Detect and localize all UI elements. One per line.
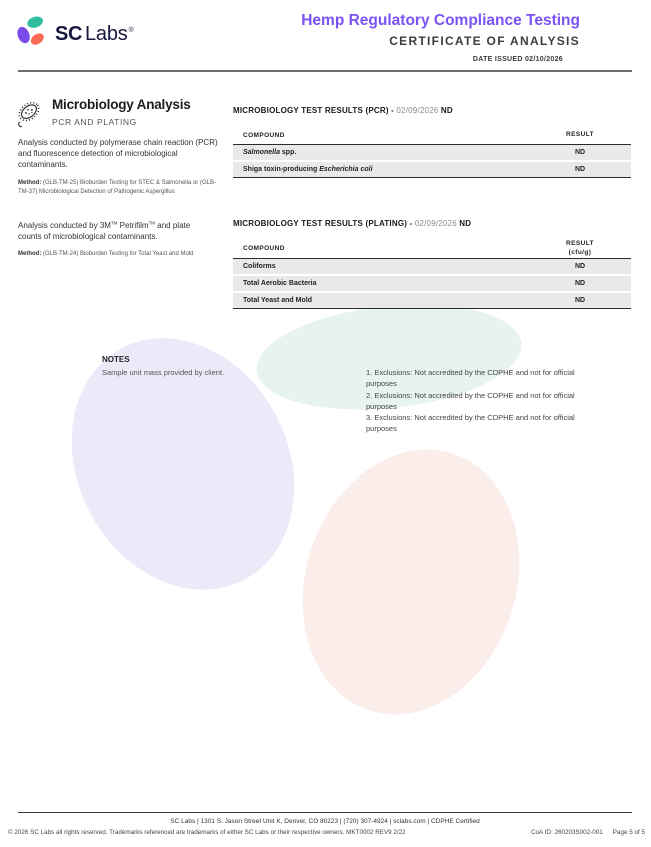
plating-test-date: 02/09/2026 [414, 219, 457, 228]
plating-description-post: and plate counts of microbiological contaminants. [18, 221, 191, 242]
method-label: Method: [18, 180, 42, 186]
notes-section [102, 355, 224, 377]
brand-labs: Labs [84, 22, 128, 45]
table-row [233, 293, 631, 308]
result-header-unit: (cfu/g) [568, 248, 592, 256]
plating-description-pre: Analysis conducted by 3M [18, 221, 111, 230]
result-cell: ND [574, 296, 586, 304]
sc-labs-logo-icon [16, 14, 48, 54]
notes-body: Sample unit mass provided by client. [102, 368, 225, 377]
footer-divider [18, 812, 632, 813]
result-header-text: RESULT [566, 240, 594, 247]
exclusion-note: 2. Exclusions: Not accredited by the CDPHE and not for official purposes [366, 390, 575, 411]
method-label: Method: [18, 251, 42, 257]
pcr-overall-result: ND [438, 106, 453, 115]
pcr-method [18, 179, 218, 198]
pcr-description: Analysis conducted by polymerase chain reaction (PCR) and fluorescence detection of microbiological contaminants. [18, 138, 218, 170]
header-divider [18, 70, 632, 72]
pcr-test-date: 02/09/2026 [396, 106, 439, 115]
exclusions-section [366, 367, 586, 435]
plating-table-header [233, 240, 631, 258]
pcr-title-text: MICROBIOLOGY TEST RESULTS (PCR) - [233, 106, 397, 115]
result-cell: ND [574, 166, 586, 173]
pcr-results-block [233, 106, 631, 178]
brand-sc: SC [55, 22, 82, 45]
result-cell: ND [574, 279, 586, 287]
compound-cell: Shiga toxin-producing Escherichia coli [243, 166, 373, 173]
pcr-table-body [233, 144, 631, 178]
plating-results-title [233, 219, 631, 228]
date-issued: DATE ISSUED 02/10/2026 [472, 56, 563, 63]
pcr-method-text: (GLB-TM-25) Bioburden Testing for STEC & Salmonella or (GLB-TM-37) Microbiological Detection of Pathogenic Aspergillus [18, 180, 216, 196]
registered-mark: ® [128, 26, 134, 34]
table-row [233, 145, 631, 160]
plating-method-text: (GLB-TM-24) Bioburden Testing for Total Yeast and Mold [41, 251, 194, 257]
sc-labs-logo [16, 14, 134, 54]
plating-title-text: MICROBIOLOGY TEST RESULTS (PLATING) - [233, 219, 415, 228]
pink-blob-decoration [269, 421, 552, 743]
section-subtitle: PCR AND PLATING [52, 117, 137, 127]
result-column-header [552, 240, 608, 258]
plating-table-body [233, 258, 631, 309]
coa-id: CoA ID: 260203S002-001 [531, 829, 603, 836]
footer-copyright: © 2026 SC Labs all rights reserved. Trademarks referenced are trademarks of either SC Labs or their respective owners. MKT0002 REV9 2/22 [8, 829, 406, 836]
result-cell: ND [574, 149, 586, 156]
table-row [233, 162, 631, 177]
table-row [233, 276, 631, 291]
result-column-header [552, 131, 608, 140]
header-titles [301, 12, 580, 48]
result-cell: ND [574, 262, 586, 270]
report-title: Hemp Regulatory Compliance Testing [301, 12, 580, 29]
footer-contact-line: SC Labs | 1301 S. Jason Street Unit K, Denver, CO 80223 | (720) 307-4924 | sclabs.com | CDPHE Certified [170, 818, 480, 825]
page-number: Page 5 of 5 [612, 829, 645, 836]
pcr-results-title [233, 106, 631, 115]
notes-heading: NOTES [102, 355, 130, 364]
table-row [233, 259, 631, 274]
microbe-icon [14, 97, 44, 135]
plating-method [18, 250, 206, 259]
compound-column-header: COMPOUND [243, 245, 285, 253]
microbiology-section-header [14, 97, 191, 135]
footer-meta [531, 829, 645, 836]
footer-legal-line [8, 829, 645, 836]
pcr-table-header [233, 127, 631, 144]
plating-overall-result: ND [456, 219, 472, 228]
compound-cell: Coliforms [243, 262, 276, 270]
compound-column-header: COMPOUND [243, 132, 285, 139]
plating-results-block [233, 219, 631, 309]
exclusion-note: 3. Exclusions: Not accredited by the CDPHE and not for official purposes [366, 413, 575, 434]
section-title: Microbiology Analysis [52, 97, 191, 112]
plating-description-mid: Petrifilm [117, 221, 149, 230]
trademark-symbol: TM [148, 220, 156, 226]
result-header-text: RESULT [566, 131, 594, 139]
brand-name [55, 23, 134, 46]
compound-cell: Total Aerobic Bacteria [243, 279, 317, 287]
plating-description [18, 220, 214, 242]
compound-cell: Salmonella spp. [243, 149, 297, 156]
trademark-symbol: TM [110, 220, 118, 226]
exclusion-note: 1. Exclusions: Not accredited by the CDPHE and not for official purposes [366, 368, 575, 389]
certificate-subtitle: CERTIFICATE OF ANALYSIS [389, 34, 580, 48]
compound-cell: Total Yeast and Mold [243, 296, 312, 304]
